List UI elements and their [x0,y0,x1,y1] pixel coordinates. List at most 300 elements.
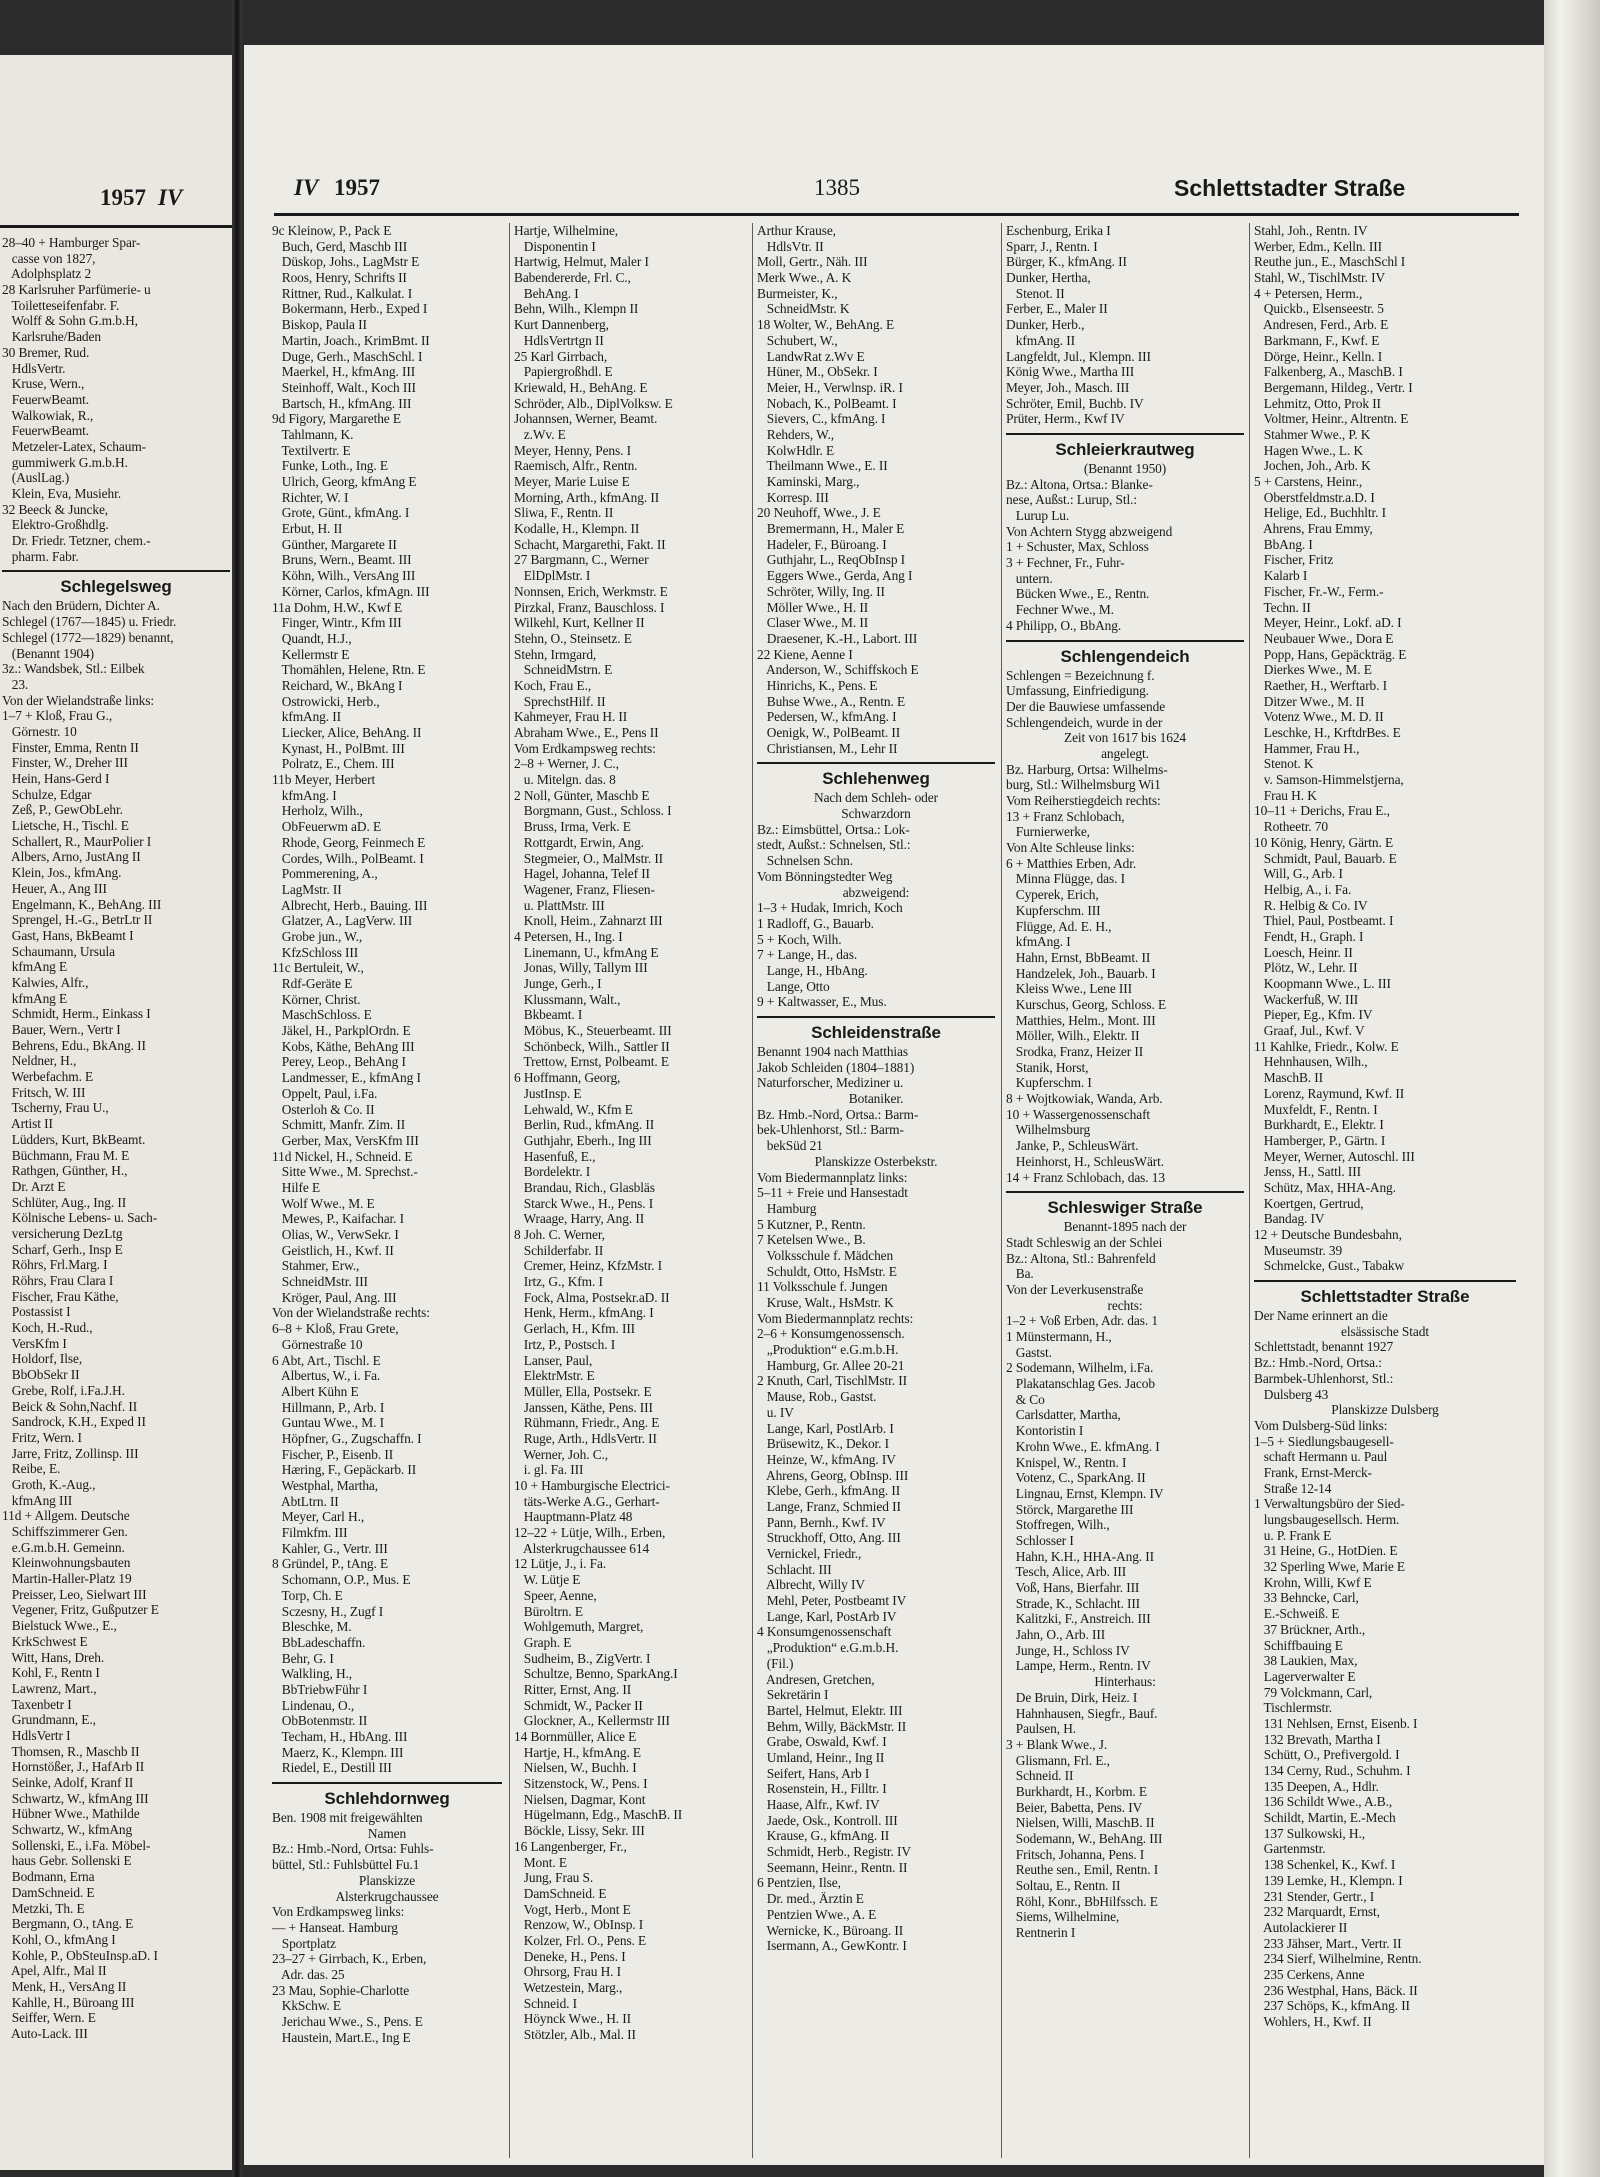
entry-line: Schlosser I [1006,1532,1074,1548]
entry-line: Johannsen, Werner, Beamt. [514,411,658,427]
entry-line: Wolf Wwe., M. E [272,1195,375,1211]
entry-line: 138 Schenkel, K., Kwf. I [1254,1857,1396,1873]
entry-line: Bruns, Wern., Beamt. III [272,552,412,568]
entry-line: Hagen Wwe., L. K [1254,442,1364,458]
entry-line: Burkhardt, H., Korbm. E [1006,1783,1147,1799]
entry-line: Stenot. K [1254,756,1314,772]
entry-line: Techam, H., HbAng. III [272,1729,408,1744]
entry-line: Morning, Arth., kfmAng. II [514,489,660,505]
entry-line: Behr, G. I [272,1650,334,1666]
entry-line: Görnestraße 10 [272,1336,363,1352]
entry-line: Deneke, H., Pens. I [514,1948,626,1964]
street-note: Planskizze Dulsberg [1331,1402,1439,1418]
entry-line: Pentzien Wwe., A. E [757,1906,877,1922]
entry-line: 30 Bremer, Rud. [2,344,90,360]
entry-line: Borgmann, Gust., Schloss. I [514,803,672,819]
entry-line: 25 Karl Girrbach, [514,348,608,364]
entry-line: E.-Schweiß. E [1254,1606,1340,1622]
entry-line: Höynck Wwe., H. II [514,2011,632,2027]
entry-line: MaschSchloss. E [272,1007,372,1023]
entry-line: Vom Bönningstedter Weg [757,868,893,884]
entry-line: burg, Stl.: Wilhelmsburg Wi1 [1006,777,1161,793]
entry-line: BbAng. I [1254,536,1313,552]
entry-line: Minna Flügge, das. I [1006,871,1125,887]
street-note: Namen [367,1825,407,1841]
entry-line: Irtz, P., Postsch. I [514,1336,616,1352]
entry-line: Stoffregen, Wilh., [1006,1517,1110,1533]
entry-line: Guntau Wwe., M. I [272,1415,384,1431]
entry-line: 33 Behncke, Carl, [1254,1590,1359,1606]
entry-line: Trettow, Ernst, Polbeamt. E [514,1054,669,1070]
entry-line: Meyer, Henny, Pens. I [514,442,631,458]
entry-line: Will, G., Arb. I [1254,866,1343,882]
entry-line: Carlsdatter, Martha, [1006,1407,1121,1423]
entry-line: Berlin, Rud., kfmAng. II [514,1117,655,1133]
entry-line: Mause, Rob., Gastst. [757,1389,877,1405]
entry-line: Rottgardt, Erwin, Ang. [514,834,644,850]
entry-line: Schallert, R., MaurPolier I [2,833,152,849]
entry-line: 6 Hoffmann, Georg, [514,1070,621,1086]
entry-line: Sliwa, F., Rentn. II [514,505,614,521]
street-heading: Schlettstadter Straße [1254,1280,1516,1308]
entry-line: Strade, K., Schlacht. III [1006,1595,1141,1611]
entry-line: Dr. Arzt E [2,1178,66,1194]
entry-line: gummiwerk G.m.b.H. [2,454,128,470]
entry-line: Hilfe E [272,1179,321,1195]
entry-line: (Benannt 1904) [2,645,95,661]
entry-line: Kahmeyer, Frau H. II [514,709,628,725]
entry-line: 11d + Allgem. Deutsche [2,1508,130,1524]
entry-line: Sievers, C., kfmAng. I [757,411,886,427]
entry-line: Naturforscher, Mediziner u. [757,1075,904,1091]
entry-line: Schwartz, W., kfmAng III [2,1790,149,1806]
entry-line: Rotheetr. 70 [1254,819,1328,835]
entry-line: Stahmer, Erw., [272,1258,360,1274]
entry-line: Techn. II [1254,599,1311,615]
entry-line: Bartsch, H., kfmAng. III [272,395,412,411]
entry-line: Buch, Gerd, Maschb III [272,238,408,254]
entry-line: Kurt Dannenberg, [514,317,609,333]
entry-line: Bkbeamt. I [514,1007,583,1023]
entry-line: ElDplMstr. I [514,568,591,584]
entry-line: Jäkel, H., ParkplOrdn. E [272,1023,411,1039]
entry-line: 233 Jähser, Mart., Vertr. II [1254,1935,1402,1951]
entry-line: Glismann, Frl. E., [1006,1752,1110,1768]
entry-line: Von Alte Schleuse links: [1006,840,1135,856]
entry-line: Guthjahr, L., ReqObInsp I [757,552,906,568]
entry-line: Schubert, W., [757,332,838,348]
entry-line: Rhode, Georg, Feinmech E [272,834,426,850]
entry-line: Vom Biedermannplatz rechts: [757,1310,914,1326]
entry-line: Behrens, Edu., BkAng. II [2,1037,146,1053]
entry-line: 9d Figory, Margarethe E [272,411,401,427]
entry-line: Janke, P., SchleusWärt. [1006,1138,1139,1154]
entry-line: Kynast, H., PolBmt. III [272,740,405,756]
entry-line: Metzki, Th. E [2,1900,85,1916]
entry-line: Jarre, Fritz, Zollinsp. III [2,1445,139,1461]
entry-line: Votenz Wwe., M. D. II [1254,709,1384,725]
street-note: elsässische Stadt [1341,1323,1429,1339]
entry-line: Büchmann, Frau M. E [2,1147,130,1163]
entry-line: lungsbaugesellsch. Herm. [1254,1512,1400,1527]
entry-line: 2–8 + Werner, J. C., [514,756,619,772]
entry-line: Maerz, K., Klempn. III [272,1744,404,1760]
entry-line: Stehn, O., Steinsetz. E [514,630,632,646]
entry-line: Janssen, Käthe, Pens. III [514,1399,653,1415]
entry-line: Theilmann Wwe., E. II [757,458,888,474]
entry-line: Sportplatz [272,1935,336,1951]
entry-line: Hamburg [757,1200,817,1216]
street-note: Alsterkrugchaussee [335,1888,439,1904]
entry-line: Kohl, O., kfmAng I [2,1931,116,1947]
entry-line: Olias, W., VerwSekr. I [272,1227,399,1242]
entry-line: Vom Dulsberg-Süd links: [1254,1417,1388,1433]
entry-line: Neubauer Wwe., Dora E [1254,630,1394,646]
entry-line: Kriewald, H., BehAng. E [514,379,648,395]
entry-line: Anderson, W., Schiffskoch E [757,662,919,678]
street-heading: Schleierkrautweg [1006,433,1244,461]
entry-line: Körner, Christ. [272,991,361,1007]
entry-line: bek-Uhlenhorst, Stl.: Barm- [757,1122,904,1138]
entry-line: Müller, Ella, Postsekr. E [514,1383,652,1399]
entry-line: 5 + Koch, Wilh. [757,931,842,947]
street-note: Hinterhaus: [1094,1674,1156,1690]
entry-line: kfmAng E [2,959,68,975]
entry-line: Andresen, Ferd., Arb. E [1254,317,1389,333]
entry-line: Fischer, Frau Käthe, [2,1288,119,1304]
entry-line: Rathgen, Günther, H., [2,1163,128,1179]
entry-line: Ulrich, Georg, kfmAng E [272,474,417,489]
entry-line: Claser Wwe., M. II [757,615,869,631]
entry-line: u. PlattMstr. III [514,897,605,913]
entry-line: Dierkes Wwe., M. E [1254,662,1372,678]
entry-line: „Produktion“ e.G.m.b.H. [757,1342,899,1358]
entry-line: Voltmer, Heinr., Altrentn. E [1254,411,1409,427]
left-column [2,235,230,2042]
entry-line: Ferber, E., Maler II [1006,301,1108,317]
entry-line: Hahn, Ernst, BbBeamt. II [1006,949,1151,965]
entry-line: Schröter, Willy, Ing. II [757,583,885,599]
entry-line: Nielsen, Dagmar, Kont [514,1791,646,1807]
entry-line: Walkling, H., [272,1666,353,1682]
entry-line: Bodmann, Erna [2,1869,95,1885]
entry-line: Gerber, Max, VersKfm III [272,1132,419,1148]
entry-line: Ahrens, Georg, ObInsp. III [757,1467,909,1483]
entry-line: Meyer, Marie Luise E [514,474,630,489]
entry-line: Helbig, A., i. Fa. [1254,881,1352,897]
entry-line: versicherung DezLtg [2,1225,123,1241]
entry-line: Bartel, Helmut, Elektr. III [757,1702,903,1718]
entry-line: Pirzkal, Franz, Bauschloss. I [514,599,665,615]
entry-line: Wackerfuß, W. III [1254,991,1359,1007]
entry-line: 11a Dohm, H.W., Kwf E [272,599,403,615]
entry-line: Bz.: Hmb.-Nord, Ortsa: Fuhls- [272,1841,434,1857]
entry-line: Graph. E [514,1634,572,1650]
entry-line: KrkSchwest E [2,1633,88,1649]
entry-line: Hübner Wwe., Mathilde [2,1806,140,1822]
entry-line: Babendererde, Frl. C., [514,270,631,286]
entry-line: KkSchw. E [272,1998,341,2014]
entry-line: (AuslLag.) [2,470,70,486]
book-gutter [232,0,242,2177]
entry-line: kfmAng. I [1006,934,1071,950]
entry-line: Seemann, Heinr., Rentn. II [757,1859,908,1875]
entry-line: Stanik, Horst, [1006,1059,1089,1075]
entry-line: 132 Brevath, Martha I [1254,1731,1381,1747]
entry-line: 1 Münstermann, H., [1006,1329,1112,1344]
entry-line: Werber, Edm., Kelln. III [1254,238,1382,254]
entry-line: Irtz, G., Kfm. I [514,1274,603,1290]
entry-line: Körner, Carlos, kfmAgn. III [272,583,430,599]
entry-line: Hamburg, Gr. Allee 20-21 [757,1357,905,1373]
entry-line: Umfassung, Einfriedigung. [1006,683,1149,699]
entry-line: Oenigk, W., PolBeamt. II [757,725,901,740]
entry-line: Wilhelmsburg [1006,1122,1091,1138]
entry-line: Bremermann, H., Maler E [757,521,905,537]
street-note: Schwarzdorn [841,806,911,822]
entry-line: Albers, Arno, JustAng II [2,849,141,865]
entry-line: Lietsche, H., Tischl. E [2,818,129,834]
entry-line: König Wwe., Martha III [1006,364,1135,380]
entry-line: Lüdders, Kurt, BkBeamt. [2,1131,146,1147]
left-header-volume: IV [158,185,183,210]
entry-line: Jung, Frau S. [514,1870,594,1886]
entry-line: Beier, Babetta, Pens. IV [1006,1799,1143,1815]
entry-line: Schlengen = Bezeichnung f. [1006,667,1155,683]
entry-line: 4 Petersen, H., Ing. I [514,928,623,944]
entry-line: 11d Nickel, H., Schneid. E [272,1148,413,1164]
entry-line: Schilderfabr. II [514,1242,604,1258]
entry-line: Meyer, Joh., Masch. III [1006,379,1130,395]
entry-line: Mewes, P., Kaifachar. I [272,1211,405,1227]
entry-line: 79 Volckmann, Carl, [1254,1684,1373,1700]
entry-line: Albert Kühn E [272,1383,359,1399]
entry-line: Schiffbauing E [1254,1637,1343,1653]
entry-line: 8 Gründel, P., tAng. E [272,1556,389,1572]
entry-line: Erbut, H. II [272,521,343,537]
column-5 [1254,223,1516,2030]
entry-line: 23. [2,676,29,692]
entry-line: Wolff & Sohn G.m.b.H, [2,313,138,329]
entry-line: Tscherny, Frau U., [2,1100,109,1116]
entry-line: 12–22 + Lütje, Wilh., Erben, [514,1525,666,1541]
entry-line: 232 Marquardt, Ernst, [1254,1904,1380,1920]
entry-line: Ahrens, Frau Emmy, [1254,521,1373,537]
entry-line: Matthies, Helm., Mont. III [1006,1012,1156,1028]
entry-line: 235 Cerkens, Anne [1254,1966,1365,1982]
entry-line: Fechner Wwe., M. [1006,602,1114,618]
entry-line: HdlsVertr I [2,1727,71,1743]
entry-line: Klein, Jos., kfmAng. [2,865,122,881]
entry-line: Lorenz, Raymund, Kwf. II [1254,1085,1405,1101]
entry-line: Jochen, Joh., Arb. K [1254,458,1371,474]
entry-line: Paulsen, H. [1006,1721,1077,1737]
entry-line: 2 Sodemann, Wilhelm, i.Fa. [1006,1360,1154,1376]
entry-line: 32 Beeck & Juncke, [2,501,109,517]
entry-line: Flügge, Ad. E. H., [1006,918,1112,934]
entry-line: Sandrock, K.H., Exped II [2,1414,146,1430]
entry-line: Junge, H., Schloss IV [1006,1642,1130,1658]
entry-line: Rentnerin I [1006,1925,1076,1941]
entry-line: Sollenski, E., i.Fa. Möbel- [2,1837,151,1853]
entry-line: Menk, H., VersAng II [2,1978,127,1994]
entry-line: Hadeler, F., Büroang. I [757,536,887,552]
entry-line: Schmidt, W., Packer II [514,1697,643,1713]
entry-line: Schacht, Margarethi, Fakt. II [514,536,666,552]
entry-line: Höpfner, G., Zugschaffn. I [272,1430,422,1446]
entry-line: Stahmer Wwe., P. K [1254,426,1371,442]
entry-line: 12 Lütje, J., i. Fa. [514,1556,607,1572]
entry-line: kfmAng. II [1006,332,1075,348]
entry-line: 236 Westphal, Hans, Bäck. II [1254,1982,1418,1998]
entry-line: Finster, Emma, Rentn II [2,739,139,755]
entry-line: Kolzer, Frl. O., Pens. E [514,1932,647,1948]
entry-line: Prüter, Herm., Kwf IV [1006,411,1125,427]
entry-line: Bordelektr. I [514,1164,591,1180]
entry-line: Tahlmann, K. [272,426,354,442]
entry-line: Hahn, K.H., HHA-Ang. II [1006,1548,1155,1564]
entry-line: Guthjahr, Eberh., Ing III [514,1132,652,1148]
entry-line: Lagerverwalter E [1254,1668,1356,1684]
entry-line: Schönbeck, Wilh., Sattler II [514,1038,670,1054]
entry-line: Martin-Haller-Platz 19 [2,1571,132,1587]
entry-line: Apel, Alfr., Mal II [2,1963,107,1979]
entry-line: 32 Sperling Wwe, Marie E [1254,1559,1406,1575]
entry-line: Steinhoff, Walt., Koch III [272,379,416,395]
entry-line: Schlacht. III [757,1561,832,1577]
entry-line: Votenz, C., SparkAng. II [1006,1470,1146,1486]
entry-line: 13 + Franz Schlobach, [1006,808,1125,824]
entry-line: Lange, H., HbAng. [757,962,868,978]
entry-line: Rosenstein, H., Filltr. I [757,1781,887,1797]
entry-line: 11c Bertuleit, W., [272,960,364,976]
entry-line: SchneidMstr. K [757,301,850,317]
entry-line: Plötz, W., Lehr. II [1254,960,1358,976]
entry-line: JustInsp. E [514,1085,582,1101]
entry-line: Pieper, Eg., Kfm. IV [1254,1007,1373,1023]
entry-line: 137 Sulkowski, H., [1254,1825,1365,1841]
entry-line: Görnestr. 10 [2,723,77,739]
entry-line: 28 Karlsruher Parfümerie- u [2,282,151,298]
entry-line: Kaminski, Marg., [757,474,860,489]
page-edge [1544,0,1600,2177]
entry-line: Kruse, Wern., [2,376,85,392]
entry-line: Grebe, Rolf, i.Fa.J.H. [2,1382,125,1398]
entry-line: Hamberger, P., Gärtn. I [1254,1132,1386,1148]
entry-line: Rehders, W., [757,426,834,442]
entry-line: Finger, Wintr., Kfm III [272,615,402,631]
entry-line: Sodemann, W., BehAng. III [1006,1831,1163,1846]
entry-line: Osterloh & Co. II [272,1101,375,1117]
entry-line: Schildt, Martin, E.-Mech [1254,1810,1396,1826]
entry-line: Taxenbetr I [2,1696,72,1712]
entry-line: Draesener, K.-H., Labort. III [757,630,918,646]
entry-line: Von Achtern Stygg abzweigend [1006,523,1173,539]
entry-line: Wohlgemuth, Margret, [514,1619,644,1635]
entry-line: Engelmann, K., BehAng. III [2,896,162,912]
entry-line: Nach den Brüdern, Dichter A. [2,598,160,614]
entry-line: Bz.: Eimsbüttel, Ortsa.: Lok- [757,821,910,837]
entry-line: VersKfm I [2,1335,67,1351]
entry-line: Büroltrn. E [514,1603,583,1619]
entry-line: Schultze, Benno, SparkAng.I [514,1666,678,1682]
entry-line: Hornstößer, J., HafArb II [2,1759,145,1775]
entry-line: Rdf-Geräte E [272,976,353,991]
entry-line: Filmkfm. III [272,1525,348,1541]
entry-line: Finster, W., Dreher III [2,755,128,771]
entry-line: 1–5 + Siedlungsbaugesell- [1254,1433,1394,1449]
entry-line: Bergemann, Hildeg., Vertr. I [1254,379,1413,395]
entry-line: Volksschule f. Mädchen [757,1247,894,1263]
entry-line: Kruse, Walt., HsMstr. K [757,1295,894,1310]
entry-line: Straße 12-14 [1254,1480,1332,1496]
entry-line: Christiansen, M., Lehr II [757,740,898,756]
column-divider-1 [509,223,510,2158]
entry-line: 237 Schöps, K., kfmAng. II [1254,1998,1410,2014]
entry-line: 23 Mau, Sophie-Charlotte [272,1982,410,1998]
entry-line: Plakatanschlag Ges. Jacob [1006,1376,1155,1392]
street-note: angelegt. [1101,745,1149,761]
entry-line: Thomsen, R., Maschb II [2,1743,140,1759]
entry-line: R. Helbig & Co. IV [1254,897,1368,913]
entry-line: 38 Laukien, Max, [1254,1653,1358,1669]
entry-line: Cyperek, Erich, [1006,887,1099,903]
entry-line: Fischer, Fr.-W., Ferm.- [1254,583,1384,599]
entry-line: Abraham Wwe., E., Pens II [514,725,659,740]
entry-line: Kohl, F., Rentn I [2,1665,100,1681]
entry-line: 3z.: Wandsbek, Stl.: Eilbek [2,661,145,677]
entry-line: Srodka, Franz, Heizer II [1006,1044,1144,1059]
entry-line: Von der Leverkusenstraße [1006,1281,1144,1297]
entry-line: Beick & Sohn,Nachf. II [2,1398,138,1414]
entry-line: LagMstr. II [272,881,342,897]
entry-line: Kölnische Lebens- u. Sach- [2,1210,158,1226]
entry-line: Andresen, Gretchen, [757,1671,875,1687]
entry-line: Lehmitz, Otto, Prok II [1254,395,1381,411]
entry-line: Benannt 1904 nach Matthias [757,1044,908,1059]
entry-line: Kellermstr E [272,646,350,662]
entry-line: Jakob Schleiden (1804–1881) [757,1059,915,1075]
entry-line: Störck, Margarethe III [1006,1501,1134,1517]
entry-line: ObBotenmstr. II [272,1713,368,1729]
entry-line: Klebe, Gerh., kfmAng. II [757,1483,901,1499]
entry-line: LandwRat z.Wv E [757,348,865,364]
entry-line: Vom Reiherstiegdeich rechts: [1006,793,1161,808]
entry-line: 5 + Carstens, Heinr., [1254,474,1363,489]
entry-line: Lange, Karl, PostArb IV [757,1608,897,1624]
entry-line: Stehn, Irmgard, [514,646,597,662]
entry-line: Pedersen, W., kfmAng. I [757,709,897,725]
entry-line: Meyer, Carl H., [272,1509,365,1525]
entry-line: Lawrenz, Mart., [2,1680,97,1696]
entry-line: Quickb., Elsenseestr. 5 [1254,301,1384,317]
entry-line: 134 Cerny, Rud., Schuhm. I [1254,1763,1411,1778]
entry-line: 1 Verwaltungsbüro der Sied- [1254,1496,1405,1512]
entry-line: 5 Kutzner, P., Rentn. [757,1216,866,1232]
entry-line: Starck Wwe., H., Pens. I [514,1195,654,1211]
entry-line: Nielsen, Willi, MaschB. II [1006,1815,1155,1831]
entry-line: Hartwig, Helmut, Maler I [514,254,649,270]
entry-line: Möbus, K., Steuerbeamt. III [514,1023,672,1039]
entry-line: Schmitt, Manfr. Zim. II [272,1117,406,1133]
entry-line: Lurup Lu. [1006,508,1070,523]
entry-line: Günther, Margarete II [272,536,397,552]
entry-line: Jonas, Willy, Tallym III [514,960,648,976]
entry-line: kfmAng E [2,990,68,1006]
entry-line: Kalarb I [1254,568,1308,584]
entry-line: Dr. Friedr. Tetzner, chem.- [2,533,151,549]
entry-line: Lampe, Herm., Rentn. IV [1006,1658,1151,1674]
